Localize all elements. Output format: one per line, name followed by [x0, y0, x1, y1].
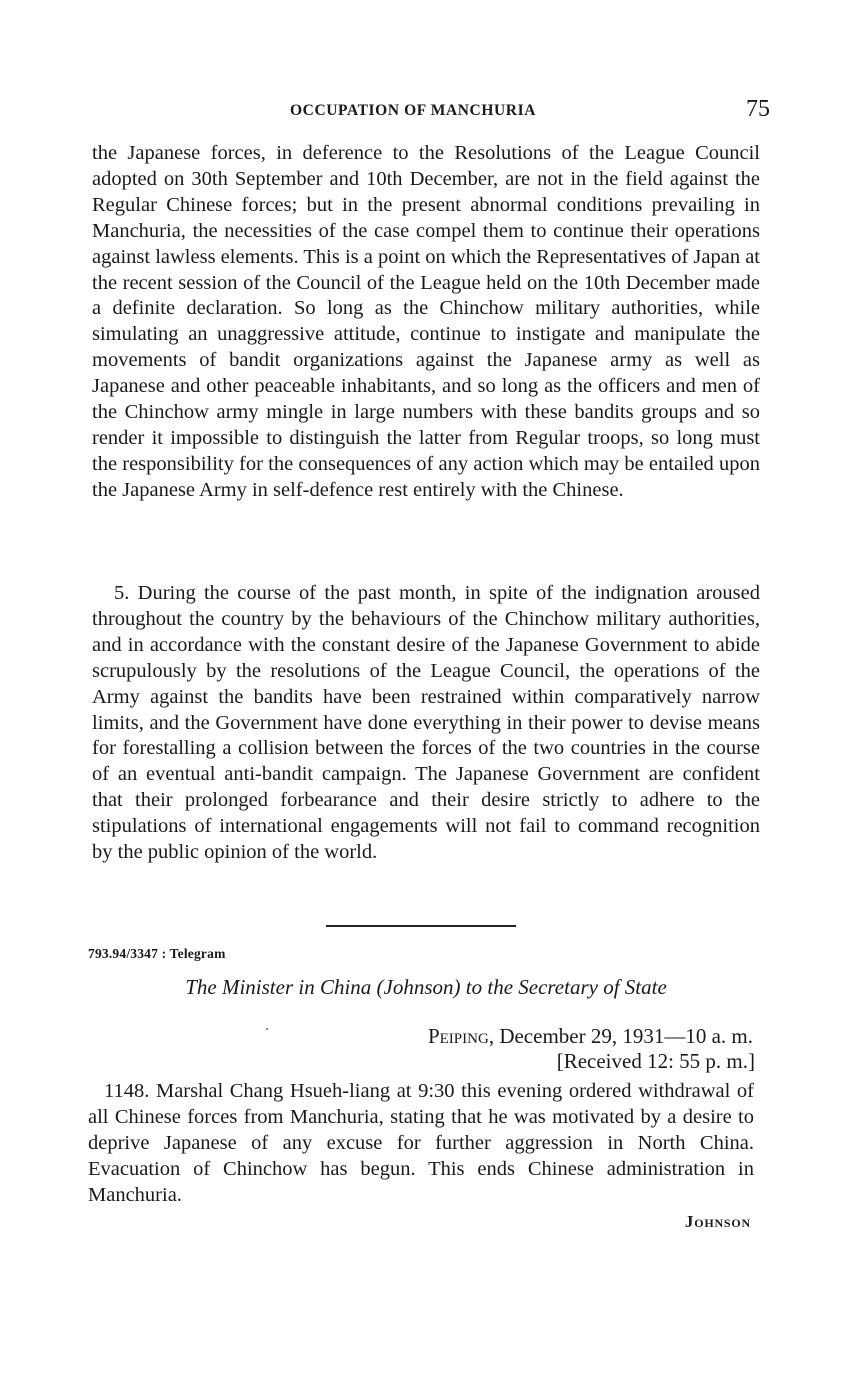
dateline-date: , December 29, 1931—10 a. m.	[488, 1024, 753, 1048]
file-number: 793.94/3347 : Telegram	[88, 946, 226, 961]
signature: Johnson	[684, 1212, 751, 1231]
print-speck	[266, 1028, 268, 1030]
document-heading: The Minister in China (Johnson) to the Secretary of State	[185, 975, 667, 999]
running-head	[290, 96, 770, 124]
received-note: [Received 12: 55 p. m.]	[556, 1049, 755, 1073]
dateline-place: Peiping	[427, 1024, 489, 1048]
paragraph-continued: the Japanese forces, in deference to the Resolutions of the League Council adopted on 30th September and 10th December, are not in the field against the Regular Chinese forces; but in the present abnormal conditions prevailing in Manchuria, the necessities of the case compel them to continue their operations against lawless elements. This is a point on which the Representatives of Japan at the recent session of the Council of the League held on the 10th December made a definite declaration. So long as the Chinchow military authorities, while simulating an unaggressive attitude, continue to instigate and manipulate the movements of bandit organizations against the Japanese army as well as Japanese and other peaceable inhabitants, and so long as the officers and men of the Chinchow army mingle in large numbers with these bandits groups and so render it impossible to distinguish the latter from Regular troops, so long must the responsibility for the consequences of any action which may be entailed upon the Japanese Army in self-defence rest entirely with the Chinese.	[92, 142, 760, 501]
section-divider	[326, 925, 516, 927]
telegram-body: 1148. Marshal Chang Hsueh-liang at 9:30 this evening ordered withdrawal of all Chinese forces from Manchuria, stating that he was motivated by a desire to deprive Japanese of any excuse for further aggression in North China. Evacuation of Chinchow has begun. This ends Chinese administration in Manchuria.	[88, 1080, 754, 1206]
dateline	[428, 1024, 753, 1049]
paragraph-5: 5. During the course of the past month, in spite of the indignation aroused throughout the country by the behaviours of the Chinchow military authorities, and in accordance with the constant desire of the Japanese Government to abide scrupulously by the resolutions of the League Council, the operations of the Army against the bandits have been restrained within comparatively narrow limits, and the Government have done everything in their power to devise means for forestalling a collision between the forces of the two countries in the course of an eventual anti-bandit campaign. The Japanese Government are confident that their prolonged forbearance and their desire strictly to adhere to the stipulations of international engagements will not fail to command recognition by the public opinion of the world.	[92, 582, 760, 864]
page-number: 75	[746, 96, 770, 122]
running-title: OCCUPATION OF MANCHURIA	[290, 102, 536, 119]
